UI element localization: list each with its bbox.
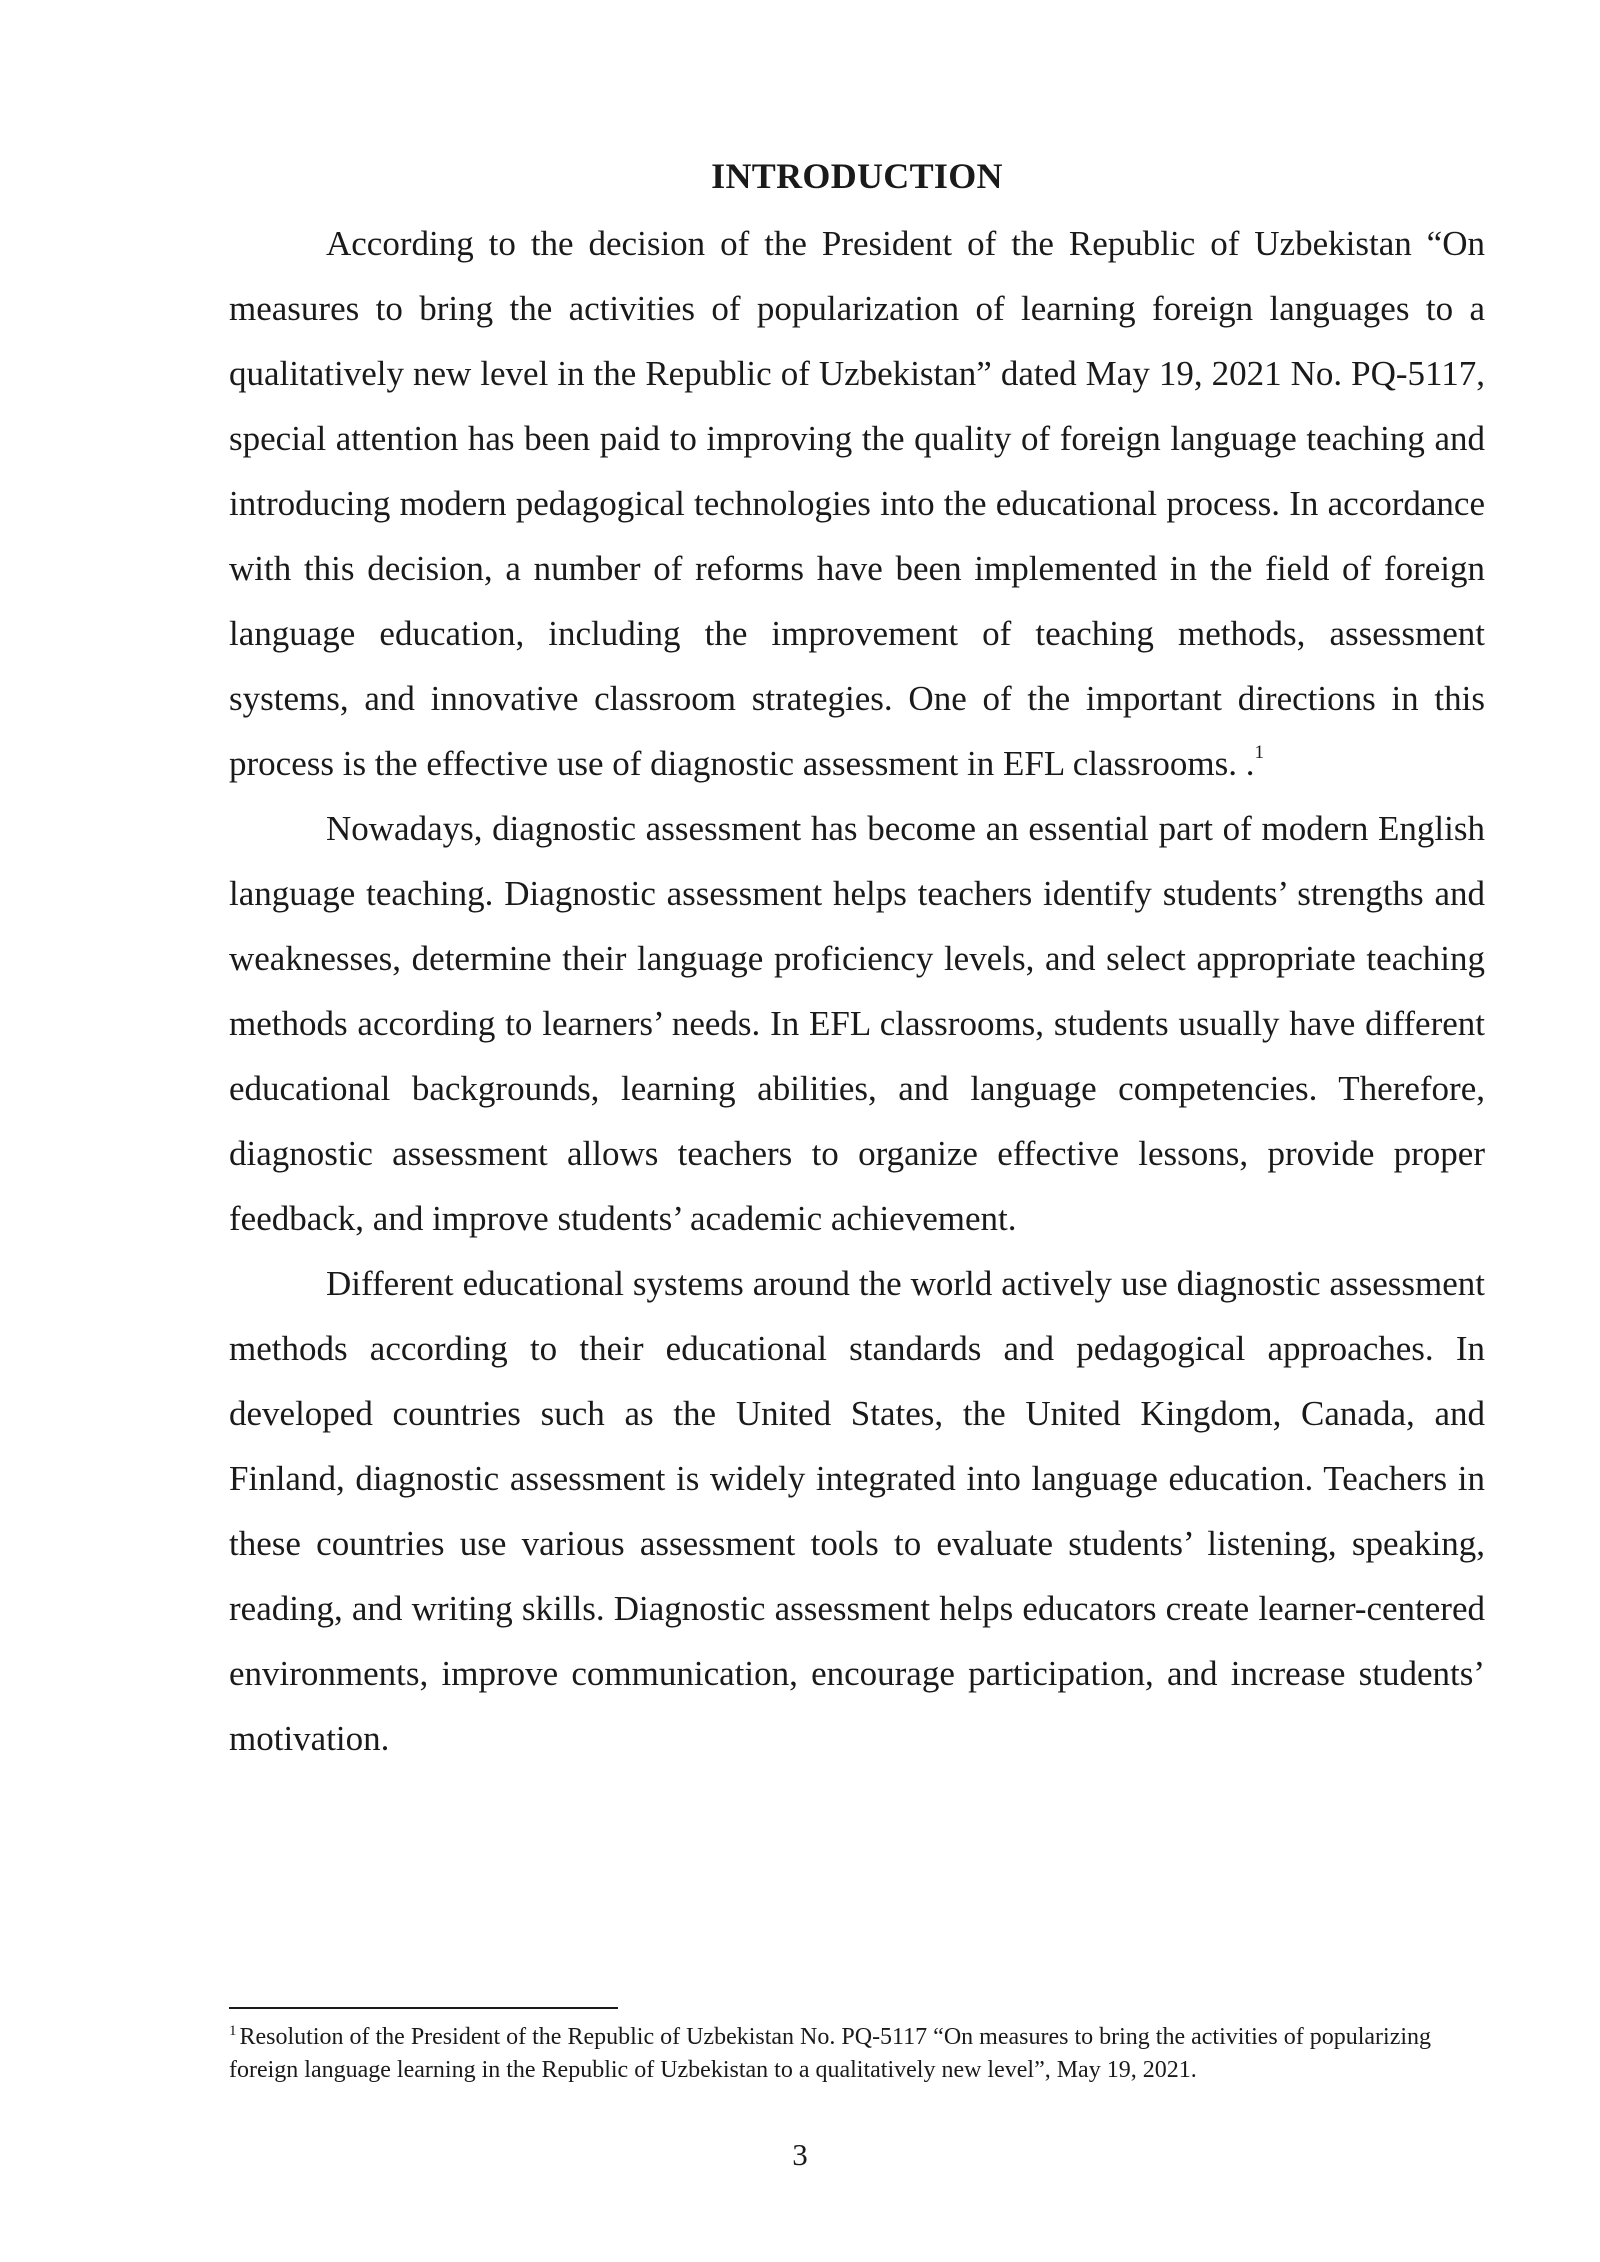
- section-heading: INTRODUCTION: [711, 156, 1003, 196]
- paragraph-3-text: Different educational systems around the world actively use diagnostic assessment methods according to their educational standards and pedagogical approaches. In developed countries such as the United States, the United Kingdom, Canada, and Finland, diagnostic assessment is widely integrated into language education. Teachers in these countries use various assessment tools to evaluate students’ listening, speaking, reading, and writing skills. Diagnostic assessment helps educators create learner-centered environments, improve communication, encourage participation, and increase students’ motivation.: [229, 1264, 1485, 1758]
- paragraph-2: [229, 796, 1485, 1251]
- footnote-separator: [229, 2007, 618, 2009]
- footnote-text: Resolution of the President of the Republic of Uzbekistan No. PQ-5117 “On measures to bring the activities of popularizing foreign language learning in the Republic of Uzbekistan to a qualitatively new level”, May 19, 2021.: [229, 2024, 1432, 2083]
- paragraph-2-text: Nowadays, diagnostic assessment has become an essential part of modern English language teaching. Diagnostic assessment helps teachers identify students’ strengths and weaknesses, determine their language proficiency levels, and select appropriate teaching methods according to learners’ needs. In EFL classrooms, students usually have different educational backgrounds, learning abilities, and language competencies. Therefore, diagnostic assessment allows teachers to organize effective lessons, provide proper feedback, and improve students’ academic achievement.: [229, 809, 1485, 1238]
- paragraph-1: [229, 211, 1485, 796]
- footnote: [229, 2021, 1485, 2087]
- footnote-mark: 1: [229, 2023, 237, 2039]
- footnote-reference: 1: [1254, 742, 1264, 764]
- body-content: [229, 150, 1485, 1771]
- page-number: 3: [792, 2137, 808, 2172]
- paragraph-3: [229, 1251, 1485, 1771]
- paragraph-1-text: According to the decision of the President of the Republic of Uzbekistan “On measures to bring the activities of popularization of learning foreign languages to a qualitatively new level in the Republic of Uzbekistan” dated May 19, 2021 No. PQ-5117, special attention has been paid to improving the quality of foreign language teaching and introducing modern pedagogical technologies into the educational process. In accordance with this decision, a number of reforms have been implemented in the field of foreign language education, including the improvement of teaching methods, assessment systems, and innovative classroom strategies. One of the important directions in this process is the effective use of diagnostic assessment in EFL classrooms. .: [229, 224, 1485, 783]
